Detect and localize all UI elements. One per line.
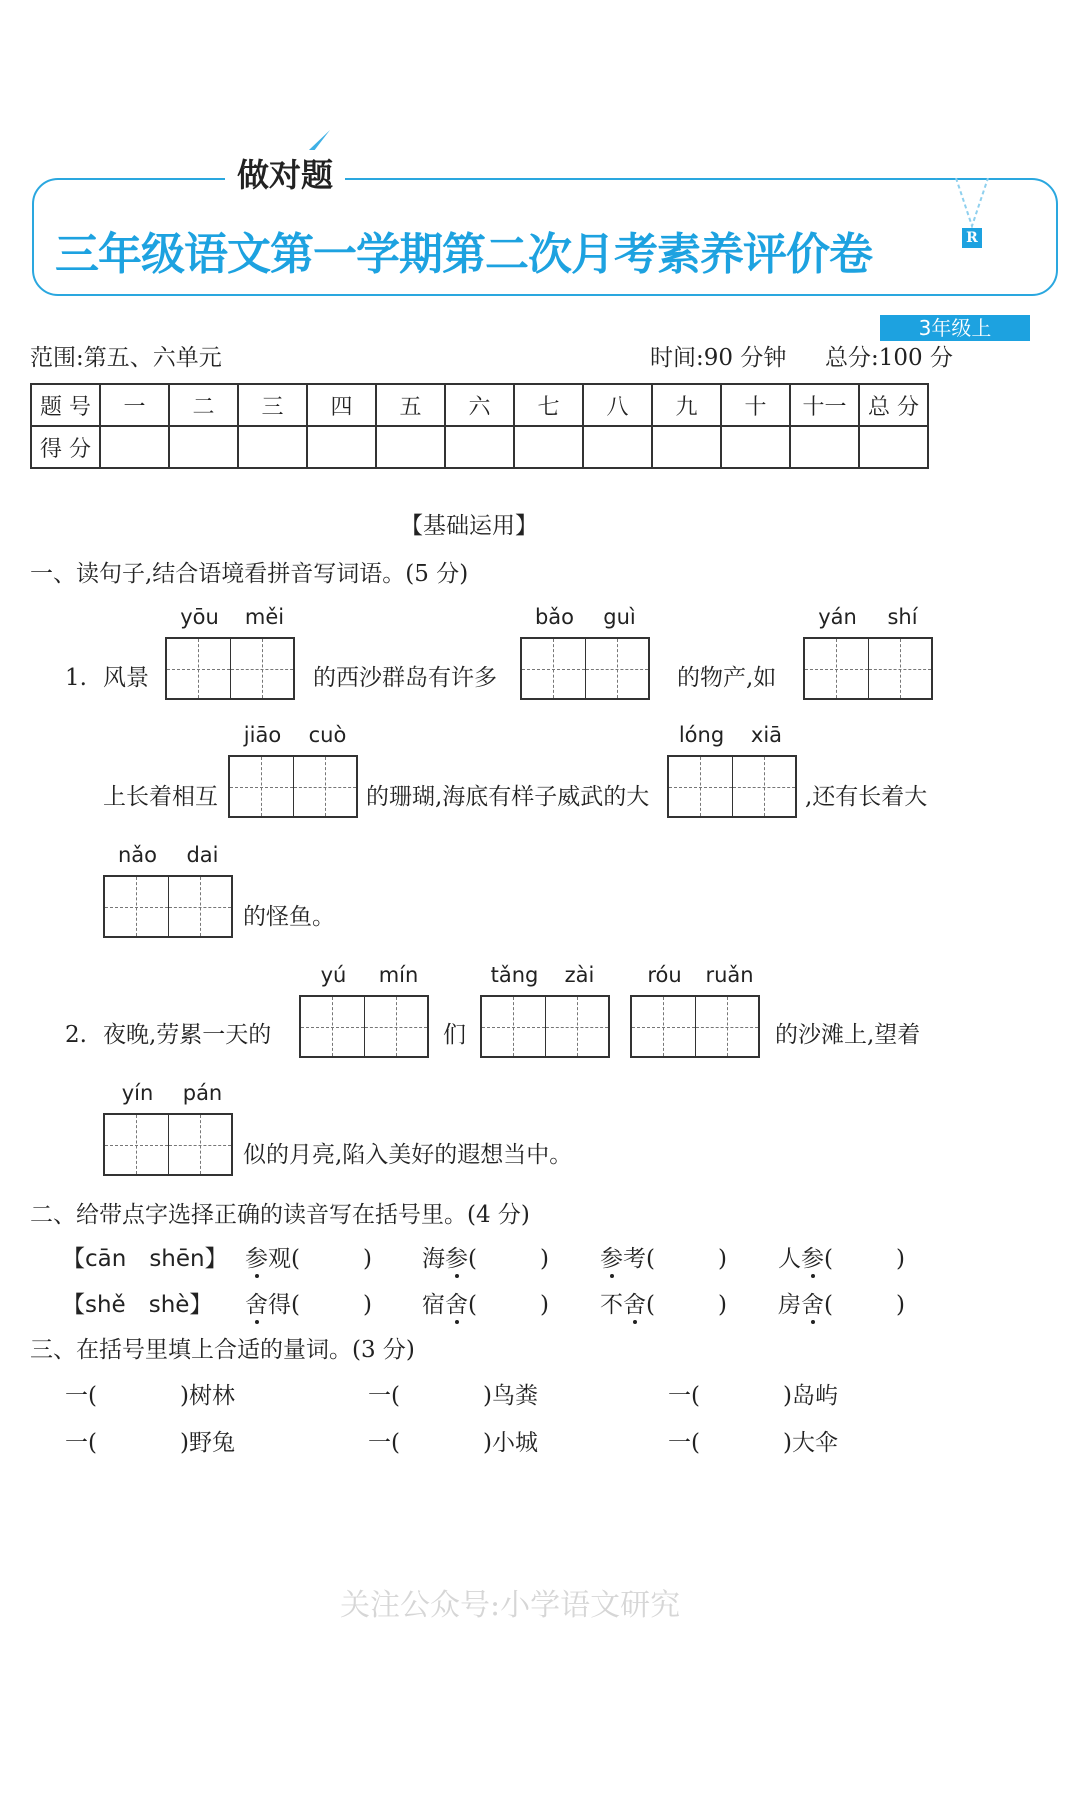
sentence-text: 夜晚,劳累一天的 bbox=[103, 1022, 272, 1048]
word-item bbox=[422, 1244, 477, 1274]
word-item bbox=[778, 1290, 833, 1320]
total-score-text: 总分:100 分 bbox=[825, 345, 953, 371]
measure-word-noun: )大伞 bbox=[783, 1430, 838, 1456]
pinyin-syllable: nǎo bbox=[117, 843, 158, 867]
q2-title: 二、给带点字选择正确的读音写在括号里。(4 分) bbox=[30, 1202, 530, 1228]
measure-word-prefix: 一( bbox=[65, 1383, 97, 1409]
grid-cell[interactable] bbox=[632, 997, 695, 1056]
pinyin-syllable: mín bbox=[378, 963, 419, 987]
pinyin-label bbox=[482, 963, 612, 987]
sentence-text: 的沙滩上,望着 bbox=[775, 1022, 921, 1048]
grid-cell[interactable] bbox=[522, 639, 585, 698]
open-paren: ( bbox=[824, 1292, 833, 1318]
score-header-cell: 十一 bbox=[790, 384, 859, 426]
close-paren: ) bbox=[363, 1246, 372, 1272]
score-header-cell: 三 bbox=[238, 384, 307, 426]
word-char: 舍 bbox=[445, 1292, 468, 1318]
part-heading: 【基础运用】 bbox=[400, 513, 538, 539]
measure-word-blank[interactable] bbox=[718, 1381, 778, 1411]
score-table-header-row bbox=[31, 384, 928, 426]
answer-blank[interactable] bbox=[662, 1290, 714, 1320]
close-paren: ) bbox=[718, 1292, 727, 1318]
time-text: 时间:90 分钟 bbox=[650, 345, 787, 371]
measure-word-prefix: 一( bbox=[668, 1430, 700, 1456]
score-input-cell[interactable] bbox=[376, 426, 445, 468]
score-input-cell[interactable] bbox=[169, 426, 238, 468]
close-paren: ) bbox=[540, 1292, 549, 1318]
pinyin-syllable: róu bbox=[647, 963, 682, 987]
word-item bbox=[245, 1244, 300, 1274]
word-item bbox=[600, 1244, 655, 1274]
word-item bbox=[600, 1290, 655, 1320]
grid-cell[interactable] bbox=[669, 757, 732, 816]
brand-logo: 做对题 bbox=[225, 150, 345, 196]
pinyin-syllable: měi bbox=[244, 605, 285, 629]
pinyin-syllable: bǎo bbox=[534, 605, 575, 629]
grid-cell[interactable] bbox=[545, 997, 609, 1056]
pronunciation-options: 【cān shēn】 bbox=[62, 1246, 228, 1272]
score-input-cell[interactable] bbox=[721, 426, 790, 468]
score-header-cell: 八 bbox=[583, 384, 652, 426]
pinyin-syllable: yín bbox=[121, 1081, 154, 1105]
pinyin-syllable: yōu bbox=[180, 605, 219, 629]
score-input-cell[interactable] bbox=[100, 426, 169, 468]
score-header-cell: 二 bbox=[169, 384, 238, 426]
pinyin-label bbox=[805, 605, 935, 629]
score-table-score-row bbox=[31, 426, 928, 468]
writing-grid-box[interactable] bbox=[165, 605, 295, 700]
open-paren: ( bbox=[468, 1292, 477, 1318]
score-table bbox=[30, 383, 929, 469]
word-char: 宿 bbox=[422, 1292, 445, 1318]
word-char: 观 bbox=[268, 1246, 291, 1272]
score-row-label: 得 分 bbox=[31, 426, 100, 468]
grid-cell[interactable] bbox=[482, 997, 545, 1056]
registered-badge: R bbox=[962, 228, 982, 248]
word-item bbox=[778, 1244, 833, 1274]
watermark: 关注公众号:小学语文研究 bbox=[340, 1588, 681, 1623]
grid-cell[interactable] bbox=[168, 877, 232, 936]
measure-word-blank[interactable] bbox=[115, 1428, 175, 1458]
open-paren: ( bbox=[468, 1246, 477, 1272]
grid-cell[interactable] bbox=[805, 639, 868, 698]
word-char: 参 bbox=[245, 1246, 268, 1272]
sentence-text: ,还有长着大 bbox=[805, 784, 928, 810]
open-paren: ( bbox=[824, 1246, 833, 1272]
close-paren: ) bbox=[896, 1292, 905, 1318]
sentence-text: 的珊瑚,海底有样子威武的大 bbox=[366, 784, 650, 810]
pinyin-label bbox=[301, 963, 431, 987]
answer-blank[interactable] bbox=[662, 1244, 714, 1274]
grid-cell[interactable] bbox=[230, 757, 293, 816]
pinyin-syllable: guì bbox=[603, 605, 636, 629]
measure-word-blank[interactable] bbox=[115, 1381, 175, 1411]
pinyin-label bbox=[669, 723, 799, 747]
answer-blank[interactable] bbox=[307, 1290, 359, 1320]
grid-cell[interactable] bbox=[167, 639, 230, 698]
score-input-cell[interactable] bbox=[859, 426, 928, 468]
pinyin-syllable: yú bbox=[320, 963, 347, 987]
open-paren: ( bbox=[646, 1292, 655, 1318]
measure-word-blank[interactable] bbox=[418, 1381, 478, 1411]
score-input-cell[interactable] bbox=[583, 426, 652, 468]
score-header-cell: 十 bbox=[721, 384, 790, 426]
pinyin-syllable: pán bbox=[182, 1081, 223, 1105]
score-input-cell[interactable] bbox=[790, 426, 859, 468]
word-item bbox=[422, 1290, 477, 1320]
grid-cell[interactable] bbox=[105, 1115, 168, 1174]
measure-word-blank[interactable] bbox=[418, 1428, 478, 1458]
pinyin-syllable: lóng bbox=[678, 723, 725, 747]
q1-s2-num: 2. bbox=[65, 1022, 87, 1048]
measure-word-blank[interactable] bbox=[718, 1428, 778, 1458]
word-char: 海 bbox=[422, 1246, 445, 1272]
score-input-cell[interactable] bbox=[238, 426, 307, 468]
grid-cell[interactable] bbox=[732, 757, 796, 816]
writing-grid-box[interactable] bbox=[299, 963, 429, 1058]
answer-blank[interactable] bbox=[840, 1290, 892, 1320]
writing-grid-box[interactable] bbox=[103, 1081, 233, 1176]
measure-word-noun: )野兔 bbox=[180, 1430, 235, 1456]
measure-word-noun: )树林 bbox=[180, 1383, 235, 1409]
pinyin-label bbox=[105, 1081, 235, 1105]
grid-cell[interactable] bbox=[230, 639, 294, 698]
sentence-text: 的怪鱼。 bbox=[243, 904, 335, 930]
ribbon-decoration bbox=[948, 178, 998, 228]
word-char: 得 bbox=[268, 1292, 291, 1318]
q1-s1-num: 1. bbox=[65, 665, 87, 691]
measure-word-noun: )鸟粪 bbox=[483, 1383, 538, 1409]
pinyin-label bbox=[632, 963, 762, 987]
open-paren: ( bbox=[291, 1246, 300, 1272]
pinyin-label bbox=[167, 605, 297, 629]
word-char: 不 bbox=[600, 1292, 623, 1318]
score-input-cell[interactable] bbox=[652, 426, 721, 468]
pinyin-label bbox=[522, 605, 652, 629]
sentence-text: 似的月亮,陷入美好的遐想当中。 bbox=[243, 1142, 573, 1168]
measure-word-prefix: 一( bbox=[368, 1430, 400, 1456]
pinyin-syllable: tǎng bbox=[490, 963, 539, 987]
measure-word-noun: )小城 bbox=[483, 1430, 538, 1456]
close-paren: ) bbox=[896, 1246, 905, 1272]
writing-grid-box[interactable] bbox=[667, 723, 797, 818]
grid-cell[interactable] bbox=[301, 997, 364, 1056]
writing-grid-box[interactable] bbox=[103, 843, 233, 938]
sentence-text: 的西沙群岛有许多 bbox=[313, 665, 497, 691]
sentence-text: 风景 bbox=[103, 665, 149, 691]
pinyin-syllable: yán bbox=[818, 605, 857, 629]
pinyin-syllable: cuò bbox=[308, 723, 347, 747]
score-header-cell: 题 号 bbox=[31, 384, 100, 426]
writing-grid-box[interactable] bbox=[480, 963, 610, 1058]
word-item bbox=[245, 1290, 300, 1320]
answer-blank[interactable] bbox=[484, 1290, 536, 1320]
answer-blank[interactable] bbox=[307, 1244, 359, 1274]
open-paren: ( bbox=[291, 1292, 300, 1318]
writing-grid-box[interactable] bbox=[803, 605, 933, 700]
sentence-text: 们 bbox=[443, 1022, 466, 1048]
close-paren: ) bbox=[540, 1246, 549, 1272]
score-input-cell[interactable] bbox=[307, 426, 376, 468]
page-title: 三年级语文第一学期第二次月考素养评价卷 bbox=[55, 229, 872, 280]
measure-word-prefix: 一( bbox=[668, 1383, 700, 1409]
pronunciation-options: 【shě shè】 bbox=[62, 1292, 213, 1318]
word-char: 参 bbox=[445, 1246, 468, 1272]
q1-title: 一、读句子,结合语境看拼音写词语。(5 分) bbox=[30, 561, 469, 587]
measure-word-prefix: 一( bbox=[368, 1383, 400, 1409]
grid-cell[interactable] bbox=[105, 877, 168, 936]
pinyin-syllable: shí bbox=[887, 605, 918, 629]
word-char: 参 bbox=[801, 1246, 824, 1272]
pinyin-label bbox=[105, 843, 235, 867]
pinyin-syllable: ruǎn bbox=[705, 963, 754, 987]
q3-title: 三、在括号里填上合适的量词。(3 分) bbox=[30, 1337, 415, 1363]
grid-cell[interactable] bbox=[585, 639, 649, 698]
writing-grid-box[interactable] bbox=[630, 963, 760, 1058]
grid-cell[interactable] bbox=[695, 997, 759, 1056]
scope-text: 范围:第五、六单元 bbox=[30, 345, 222, 371]
word-char: 人 bbox=[778, 1246, 801, 1272]
grid-cell[interactable] bbox=[293, 757, 357, 816]
pinyin-syllable: zài bbox=[564, 963, 595, 987]
pinyin-syllable: dai bbox=[186, 843, 219, 867]
score-header-cell: 七 bbox=[514, 384, 583, 426]
grid-cell[interactable] bbox=[168, 1115, 232, 1174]
score-header-cell: 六 bbox=[445, 384, 514, 426]
writing-grid-box[interactable] bbox=[520, 605, 650, 700]
score-input-cell[interactable] bbox=[514, 426, 583, 468]
score-header-cell: 九 bbox=[652, 384, 721, 426]
grid-cell[interactable] bbox=[364, 997, 428, 1056]
answer-blank[interactable] bbox=[840, 1244, 892, 1274]
word-char: 舍 bbox=[623, 1292, 646, 1318]
pinyin-label bbox=[230, 723, 360, 747]
close-paren: ) bbox=[363, 1292, 372, 1318]
grade-label: 3年级上 bbox=[880, 315, 1030, 341]
word-char: 考 bbox=[623, 1246, 646, 1272]
pinyin-syllable: jiāo bbox=[243, 723, 282, 747]
sentence-text: 的物产,如 bbox=[677, 665, 777, 691]
score-input-cell[interactable] bbox=[445, 426, 514, 468]
score-header-cell: 五 bbox=[376, 384, 445, 426]
score-header-cell: 四 bbox=[307, 384, 376, 426]
score-header-cell: 总 分 bbox=[859, 384, 928, 426]
word-char: 舍 bbox=[801, 1292, 824, 1318]
word-char: 房 bbox=[778, 1292, 801, 1318]
word-char: 舍 bbox=[245, 1292, 268, 1318]
measure-word-noun: )岛屿 bbox=[783, 1383, 838, 1409]
measure-word-prefix: 一( bbox=[65, 1430, 97, 1456]
sentence-text: 上长着相互 bbox=[103, 784, 218, 810]
close-paren: ) bbox=[718, 1246, 727, 1272]
answer-blank[interactable] bbox=[484, 1244, 536, 1274]
writing-grid-box[interactable] bbox=[228, 723, 358, 818]
word-char: 参 bbox=[600, 1246, 623, 1272]
open-paren: ( bbox=[646, 1246, 655, 1272]
pinyin-syllable: xiā bbox=[750, 723, 783, 747]
grid-cell[interactable] bbox=[868, 639, 932, 698]
score-header-cell: 一 bbox=[100, 384, 169, 426]
